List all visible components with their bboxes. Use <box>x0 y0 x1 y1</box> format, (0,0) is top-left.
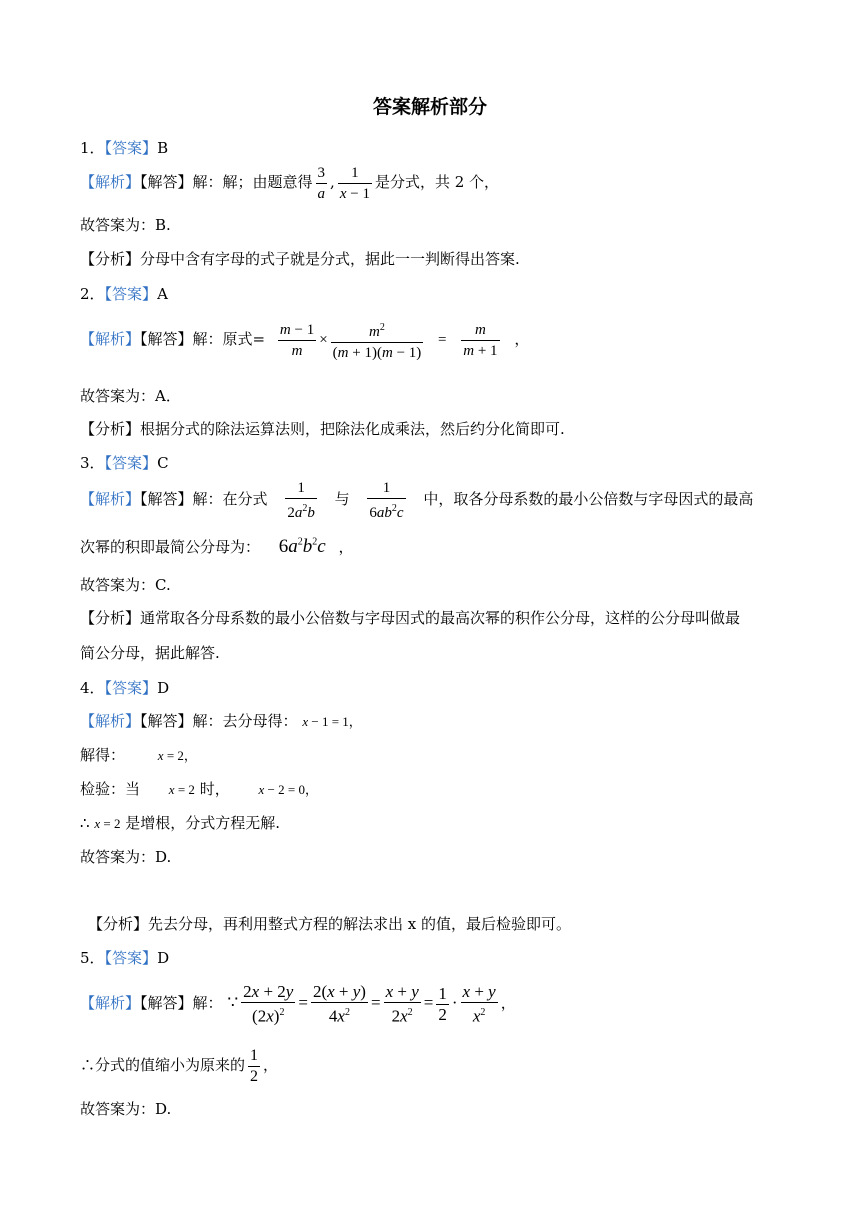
q5-solution-tag: 【解答】 <box>140 994 193 1013</box>
q5-formula: ∵ $\frac{2x + 2y}{(2x)^2}$ = $\frac{2(x + y)}{4x^2}$ = $\frac{x + y}{2x^2}$ = $\frac{1}{2}$ · $\frac{x + y}{x^2}$ ， <box>227 982 516 1026</box>
q4-solve-label: 解得： <box>80 746 126 764</box>
therefore-symbol: ∴ <box>80 814 90 832</box>
q4-solution-tag: 【解答】 <box>140 712 193 730</box>
q4-solution-text: 解：去分母得： <box>192 712 298 730</box>
q4-equation: x − 1 = 1， <box>302 714 362 729</box>
q1-fraction-1: $\frac{3}{a}$ <box>317 165 326 202</box>
q2-formula: $\frac{m - 1}{m}$ × $\frac{m^2}{(m + 1)(m - 1)}$ = $\frac{m}{m + 1}$ ， <box>279 322 530 361</box>
q1-fraction-2: $\frac{1}{x - 1}$ <box>339 165 370 202</box>
q4-check-mid: 时， <box>199 780 230 798</box>
q2-analysis-tag: 【解析】 <box>80 329 141 348</box>
q3-answer-tag: 【答案】 <box>104 454 158 472</box>
q2-solution-line <box>80 318 529 363</box>
q1-analysis: 【分析】分母中含有字母的式子就是分式，据此一一判断得出答案. <box>80 250 520 268</box>
q4-check-label: 检验：当 <box>80 780 141 798</box>
q1-solution-line: 【解析】【解答】解：解；由题意得 $\frac{3}{a}$ , $\frac{1}{x - 1}$ 是分式，共 2 个， <box>80 165 500 202</box>
q3-solution-text: 解：在分式 <box>192 489 268 508</box>
q4-answer-tag: 【答案】 <box>104 679 158 697</box>
q4-answer-line <box>80 677 169 698</box>
q4-check-result: x − 2 = 0， <box>258 782 318 797</box>
q4-extraneous-text: 是增根，分式方程无解. <box>125 814 281 832</box>
q1-solution-text-2: 是分式，共 2 个， <box>374 172 500 191</box>
q2-conclusion: 故答案为：A． <box>80 387 181 405</box>
q4-answer: D <box>157 679 170 697</box>
q2-solution-text: 解：原式= <box>192 329 266 348</box>
q4-analysis: 【分析】先去分母，再利用整式方程的解法求出 x 的值，最后检验即可。 <box>88 915 571 933</box>
q3-answer: C <box>157 454 169 472</box>
q4-check-line <box>80 778 318 799</box>
q4-extraneous-line <box>80 812 280 833</box>
q3-analysis-2: 简公分母，据此解答. <box>80 644 220 662</box>
q5-answer: D <box>157 949 170 967</box>
q2-analysis: 【分析】根据分式的除法运算法则，把除法化成乘法，然后约分化简即可. <box>80 420 565 438</box>
q2-solution-tag: 【解答】 <box>140 329 193 348</box>
q4-solve-line <box>80 744 197 765</box>
q3-analysis-tag: 【解析】 <box>80 489 141 508</box>
q3-conclusion: 故答案为：C. <box>80 576 171 594</box>
q3-solution-line <box>80 478 753 523</box>
q4-check-value: x = 2 <box>168 782 195 797</box>
q4-solution-line <box>80 710 362 731</box>
q5-number: 5． <box>80 949 105 967</box>
q3-solution-line-2: 次幂的积即最简公分母为： $6a^2b^2c$ ， <box>80 536 354 557</box>
q1-answer: B <box>157 139 169 157</box>
q3-number: 3． <box>80 454 105 472</box>
q4-number: 4． <box>80 679 105 697</box>
q4-conclusion: 故答案为：D. <box>80 848 172 866</box>
q2-answer: A <box>157 285 168 303</box>
q5-answer-tag: 【答案】 <box>104 949 158 967</box>
q3-analysis-1: 【分析】通常取各分母系数的最小公倍数与字母因式的最高次幂的积作公分母，这样的公分母叫做最 <box>80 609 741 627</box>
q4-extraneous-value: x = 2 <box>94 816 121 831</box>
q5-solution-text: 解： <box>192 994 223 1013</box>
q1-answer-tag: 【答案】 <box>104 139 158 157</box>
q2-number: 2． <box>80 285 105 303</box>
q3-lcd-formula: $6a^2b^2c$ <box>278 536 326 557</box>
q3-solution-text-2: 与 <box>334 489 350 508</box>
q5-result-text: ∴分式的值缩小为原来的 <box>80 1056 246 1075</box>
q1-analysis-tag: 【解析】 <box>80 172 141 191</box>
q5-analysis-tag: 【解析】 <box>80 994 141 1013</box>
q3-answer-line <box>80 452 169 473</box>
q1-solution-text: 解：解；由题意得 <box>192 172 313 191</box>
q5-answer-line <box>80 947 169 968</box>
q1-answer-line <box>80 137 168 158</box>
q2-answer-tag: 【答案】 <box>104 285 158 303</box>
q1-conclusion: 故答案为：B. <box>80 216 171 234</box>
q3-lcd-text: 次幂的积即最简公分母为： <box>80 538 261 556</box>
q5-solution-line <box>80 982 516 1027</box>
q2-answer-line <box>80 283 168 304</box>
q3-solution-text-3: 中，取各分母系数的最小公倍数与字母因式的最高 <box>423 489 754 508</box>
q5-half-fraction: $\frac{1}{2}$ <box>250 1047 259 1085</box>
page-title: 答案解析部分 <box>372 96 487 118</box>
q3-fraction-2: $\frac{1}{6ab^2c}$ <box>369 480 404 521</box>
q4-solution-value: x = 2， <box>157 748 197 763</box>
q1-solution-tag: 【解答】 <box>140 172 193 191</box>
q4-analysis-tag: 【解析】 <box>80 712 141 730</box>
q5-conclusion: 故答案为：D. <box>80 1100 172 1118</box>
q3-solution-tag: 【解答】 <box>140 489 193 508</box>
q1-number: 1． <box>80 139 105 157</box>
q3-fraction-1: $\frac{1}{2a^2b}$ <box>287 480 315 521</box>
q5-result-line: ∴分式的值缩小为原来的 $\frac{1}{2}$ ， <box>80 1047 279 1085</box>
